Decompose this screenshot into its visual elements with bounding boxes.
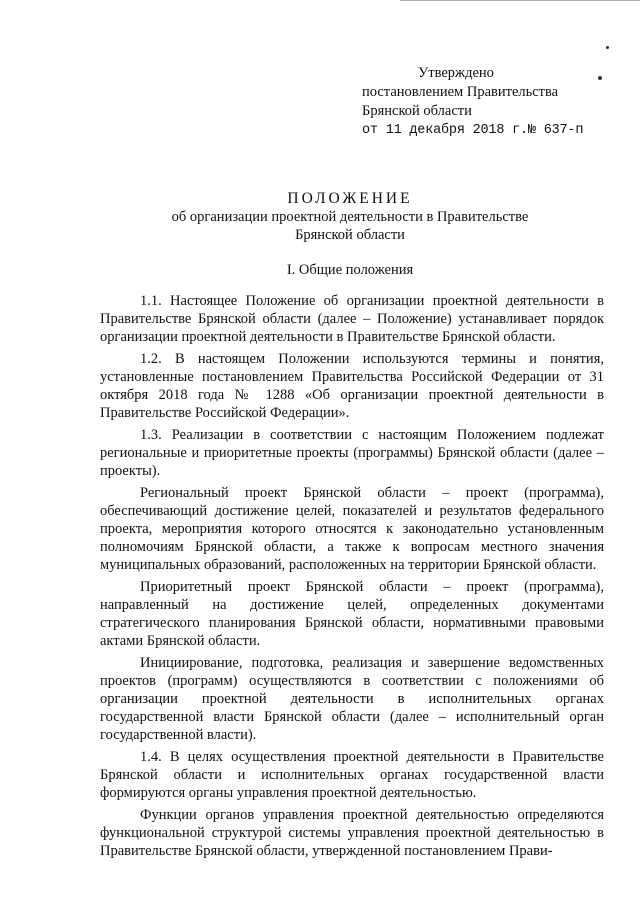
paragraph-regional-project: Региональный проект Брянской области – проект (программа), обеспечивающий достижение целей, показателей и результатов федерального проекта, мероприятия которого относятся к законодательно установленным полномочиям Брянской области, а также к вопросам местного значения муниципальных образований, расположенных на территории Брянской области. (100, 485, 604, 573)
document-body (100, 292, 604, 860)
subtitle-line-2: Брянской области (295, 227, 405, 243)
approval-date-number: от 11 декабря 2018 г.№ 637-п (362, 123, 584, 138)
scan-speck (606, 46, 609, 49)
paragraph-initiation: Инициирование, подготовка, реализация и завершение ведомственных проектов (программ) осуществляются в соответствии с положениями об организации проектной деятельности в исполнительных органах государственной власти Брянской области (далее – исполнительный орган государственной власти). (100, 655, 604, 743)
paragraph-1-4: 1.4. В целях осуществления проектной деятельности в Правительстве Брянской области и исполнительных органах государственной власти формируются органы управления проектной деятельностью. (100, 749, 604, 801)
paragraph-1-2: 1.2. В настоящем Положении используются термины и понятия, установленные постановлением Правительства Российской Федерации от 31 октября 2018 года № 1288 «Об организации проектной деятельности в Правительстве Российской Федерации». (100, 351, 604, 421)
paragraph-priority-project: Приоритетный проект Брянской области – проект (программа), направленный на достижение целей, определенных документами стратегического планирования Брянской области, нормативными правовыми актами Брянской области. (100, 579, 604, 649)
document-subtitle (100, 208, 600, 244)
paragraph-functions: Функции органов управления проектной деятельностью определяются функциональной структурой системы управления проектной деятельностью в Правительстве Брянской области, утвержденной постановлением Прави- (100, 807, 604, 859)
approval-block (362, 64, 632, 140)
subtitle-line-1: об организации проектной деятельности в Правительстве (171, 209, 529, 225)
scan-edge-line (400, 0, 640, 3)
section-heading: I. Общие положения (286, 262, 414, 278)
approval-by-resolution: постановлением Правительства (362, 84, 559, 100)
document-title: ПОЛОЖЕНИЕ (287, 190, 413, 207)
paragraph-1-1: 1.1. Настоящее Положение об организации проектной деятельности в Правительстве Брянской области (далее – Положение) устанавливает порядок организации проектной деятельности в Правительстве Брянской области. (100, 293, 604, 345)
paragraph-1-3: 1.3. Реализации в соответствии с настоящим Положением подлежат региональные и приоритетные проекты (программы) Брянской области (далее – проекты). (100, 427, 604, 479)
approval-region: Брянской области (362, 103, 472, 119)
approval-approved: Утверждено (418, 65, 494, 81)
